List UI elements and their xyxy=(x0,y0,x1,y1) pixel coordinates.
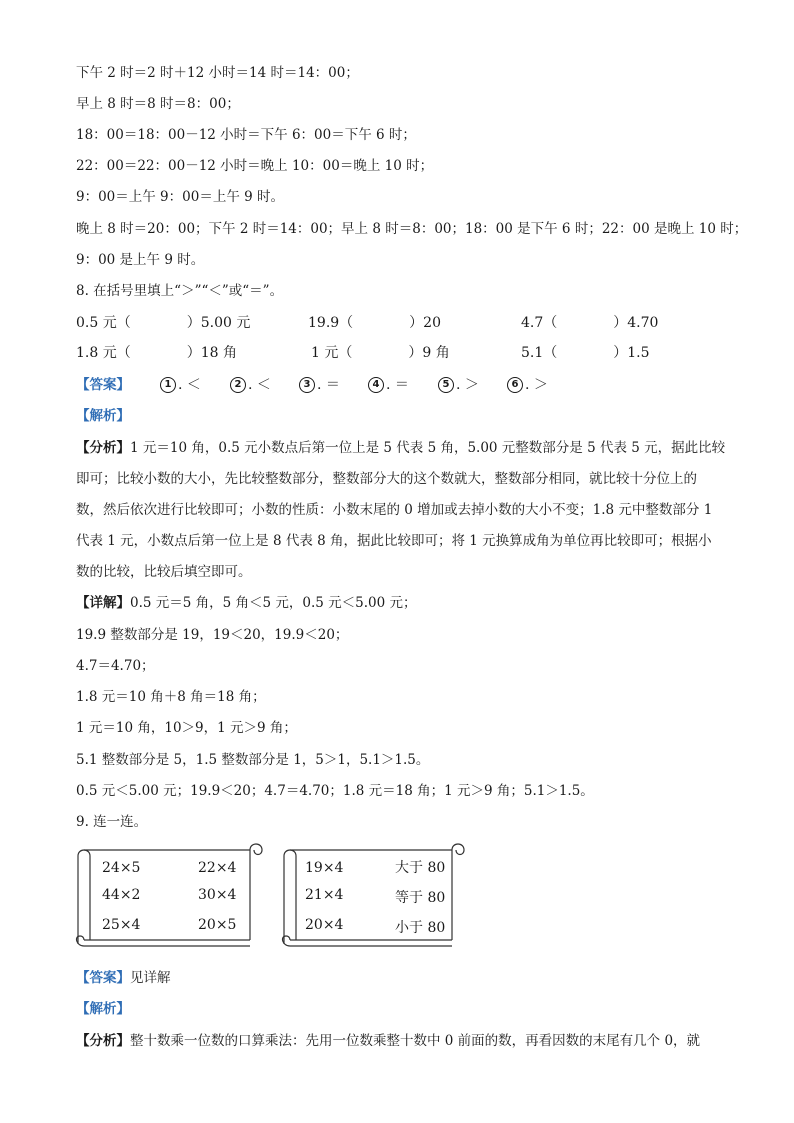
circled-number: 4 xyxy=(368,377,384,393)
answer-item: 5 . ＞ xyxy=(438,375,479,395)
analysis-line: 【分析】1 元＝10 角，0.5 元小数点后第一位上是 5 代表 5 角，5.00 元整数部分是 5 代表 5 元，据此比较 xyxy=(76,440,726,456)
scroll-item: 小于 80 xyxy=(395,920,446,936)
circled-number: 1 xyxy=(160,377,176,393)
detail-line: 5.1 整数部分是 5，1.5 整数部分是 1，5＞1，5.1＞1.5。 xyxy=(76,752,430,768)
answer-line: 【答案】见详解 xyxy=(76,970,171,986)
scroll-item: 等于 80 xyxy=(395,890,446,906)
scroll-item: 19×4 xyxy=(305,860,344,876)
answer-symbol: ＜ xyxy=(186,377,201,393)
text-line: 下午 2 时＝2 时＋12 小时＝14 时＝14：00； xyxy=(76,65,359,81)
answer-item: 1 . ＜ xyxy=(160,375,201,395)
text-line: 晚上 8 时＝20：00；下午 2 时＝14：00；早上 8 时＝8：00；18：00 是下午 6 时；22：00 是晚上 10 时； xyxy=(76,221,748,237)
answer-item: 3 . ＝ xyxy=(299,375,340,395)
detail-line: 1.8 元＝10 角＋8 角＝18 角； xyxy=(76,689,266,705)
circled-number: 5 xyxy=(438,377,454,393)
text-line: 22：00＝22：00－12 小时＝晚上 10：00＝晚上 10 时； xyxy=(76,158,434,174)
text-line: 9：00 是上午 9 时。 xyxy=(76,252,205,268)
answer-item: 4 . ＝ xyxy=(368,375,409,395)
scroll-item: 24×5 xyxy=(102,860,141,876)
circled-number: 2 xyxy=(230,377,246,393)
analysis-label: 【解析】 xyxy=(76,1001,130,1017)
answer-item: 6 . ＞ xyxy=(507,375,548,395)
analysis-line: 代表 1 元，小数点后第一位上是 8 代表 8 角，据此比较即可；将 1 元换算成角为单位再比较即可；根据小 xyxy=(76,533,712,549)
analysis-line: 数，然后依次进行比较即可；小数的性质：小数末尾的 0 增加或去掉小数的大小不变；1.8 元中整数部分 1 xyxy=(76,502,713,518)
answer-symbol: ＞ xyxy=(533,377,548,393)
question-9-title: 9. 连一连。 xyxy=(76,814,148,830)
scroll-item: 25×4 xyxy=(102,917,141,933)
q8-item: 19.9（ ）20 xyxy=(308,315,441,331)
scroll-item: 大于 80 xyxy=(395,860,446,876)
q8-item: 0.5 元（ ）5.00 元 xyxy=(76,315,251,331)
analysis-label: 【解析】 xyxy=(76,408,130,424)
scroll-item: 21×4 xyxy=(305,887,344,903)
scroll-item: 20×5 xyxy=(198,917,237,933)
question-8-title: 8. 在括号里填上“＞”“＜”或“＝”。 xyxy=(76,283,284,299)
answer-item: 2 . ＜ xyxy=(230,375,271,395)
answer-label: 【答案】 xyxy=(76,377,130,393)
analysis-line: 【分析】整十数乘一位数的口算乘法：先用一位数乘整十数中 0 前面的数，再看因数的末尾有几个 0，就 xyxy=(76,1033,701,1049)
analysis-line: 数的比较，比较后填空即可。 xyxy=(76,564,252,580)
answer-symbol: ＝ xyxy=(325,377,340,393)
detail-line: 0.5 元＜5.00 元；19.9＜20；4.7＝4.70；1.8 元＝18 角；1 元＞9 角；5.1＞1.5。 xyxy=(76,783,594,799)
analysis-line: 即可；比较小数的大小，先比较整数部分，整数部分大的这个数就大，整数部分相同，就比较十分位上的 xyxy=(76,471,697,487)
answer-symbol: ＞ xyxy=(464,377,479,393)
circled-number: 6 xyxy=(507,377,523,393)
circled-number: 3 xyxy=(299,377,315,393)
q8-item: 5.1（ ）1.5 xyxy=(521,345,650,361)
answer-symbol: ＝ xyxy=(394,377,409,393)
text-line: 早上 8 时＝8 时＝8：00； xyxy=(76,96,240,112)
text-line: 9：00＝上午 9：00＝上午 9 时。 xyxy=(76,189,284,205)
detail-line: 4.7＝4.70； xyxy=(76,658,155,674)
detail-line: 1 元＝10 角，10＞9，1 元＞9 角； xyxy=(76,720,297,736)
scroll-item: 22×4 xyxy=(198,860,237,876)
detail-line: 19.9 整数部分是 19，19＜20，19.9＜20； xyxy=(76,627,349,643)
answer-symbol: ＜ xyxy=(256,377,271,393)
q8-item: 1.8 元（ ）18 角 xyxy=(76,345,237,361)
detail-line: 【详解】0.5 元＝5 角，5 角＜5 元，0.5 元＜5.00 元； xyxy=(76,595,417,611)
text-line: 18：00＝18：00－12 小时＝下午 6：00＝下午 6 时； xyxy=(76,127,416,143)
q8-item: 1 元（ ）9 角 xyxy=(311,345,450,361)
scroll-item: 20×4 xyxy=(305,917,344,933)
scroll-item: 30×4 xyxy=(198,887,237,903)
q8-item: 4.7（ ）4.70 xyxy=(521,315,659,331)
scroll-item: 44×2 xyxy=(102,887,141,903)
